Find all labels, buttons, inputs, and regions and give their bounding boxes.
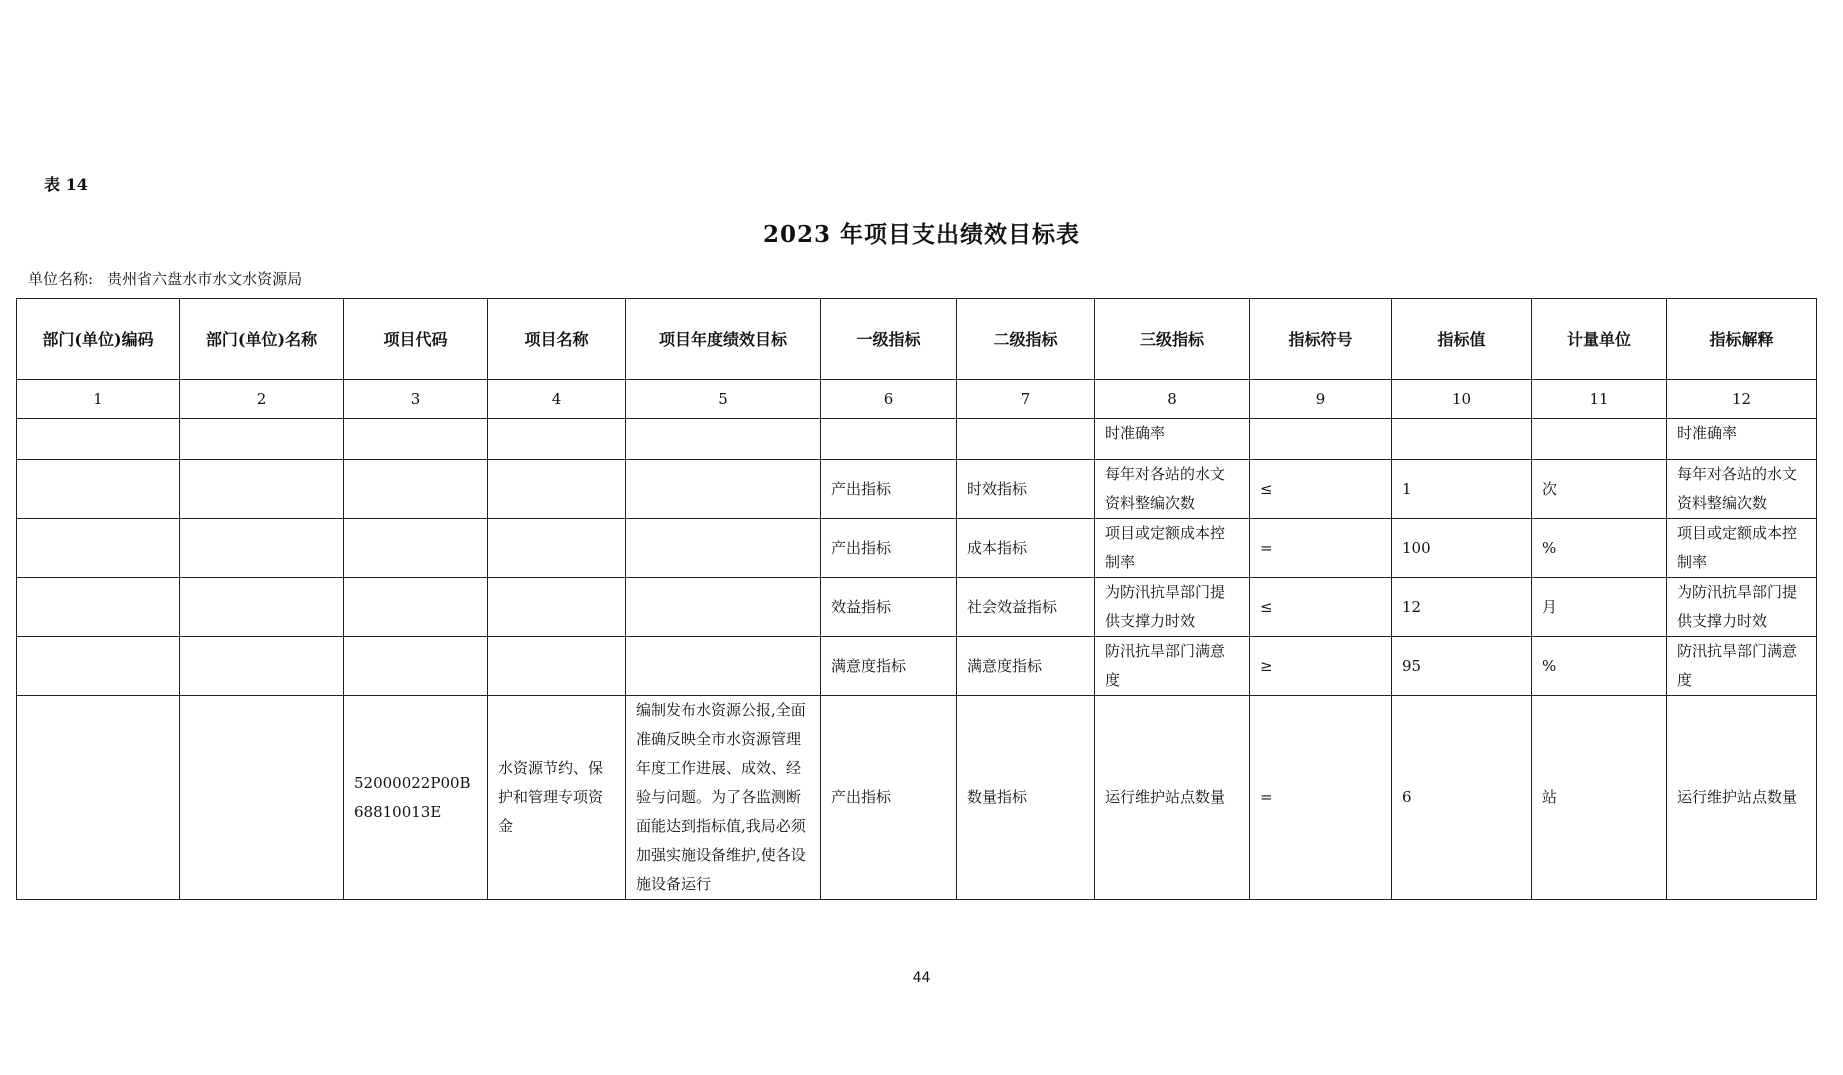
- column-number: 9: [1250, 380, 1392, 419]
- dept-name-cell: [180, 519, 344, 578]
- indicator-symbol-cell: [1250, 419, 1392, 460]
- indicator-explanation-cell: 项目或定额成本控制率: [1667, 519, 1817, 578]
- dept-name-cell: [180, 578, 344, 637]
- project-name-cell: [488, 419, 626, 460]
- column-number: 3: [344, 380, 488, 419]
- level3-indicator-cell: 防汛抗旱部门满意度: [1095, 637, 1250, 696]
- annual-target-cell: [626, 578, 821, 637]
- indicator-value-cell: 6: [1392, 696, 1532, 900]
- header-cell: 计量单位: [1532, 299, 1667, 380]
- annual-target-cell: [626, 419, 821, 460]
- indicator-symbol-cell: =: [1250, 519, 1392, 578]
- indicator-value-cell: 1: [1392, 460, 1532, 519]
- column-number: 2: [180, 380, 344, 419]
- project-name-cell: [488, 637, 626, 696]
- project-name-cell: 水资源节约、保护和管理专项资金: [488, 696, 626, 900]
- measure-unit-cell: 月: [1532, 578, 1667, 637]
- dept-name-cell: [180, 696, 344, 900]
- project-code-cell: [344, 578, 488, 637]
- table-row: [17, 637, 1817, 696]
- column-number: 11: [1532, 380, 1667, 419]
- header-cell: 二级指标: [957, 299, 1095, 380]
- document-title: 2023 年项目支出绩效目标表: [762, 221, 1081, 248]
- column-number: 12: [1667, 380, 1817, 419]
- annual-target-cell: [626, 637, 821, 696]
- dept-name-cell: [180, 460, 344, 519]
- level3-indicator-cell: 项目或定额成本控制率: [1095, 519, 1250, 578]
- level1-indicator-cell: 产出指标: [821, 460, 957, 519]
- column-number: 1: [17, 380, 180, 419]
- column-number: 8: [1095, 380, 1250, 419]
- indicator-symbol-cell: ≥: [1250, 637, 1392, 696]
- column-number: 5: [626, 380, 821, 419]
- header-cell: 部门(单位)名称: [180, 299, 344, 380]
- column-number: 6: [821, 380, 957, 419]
- table-row: [17, 696, 1817, 900]
- column-number: 7: [957, 380, 1095, 419]
- level1-indicator-cell: [821, 419, 957, 460]
- unit-name: 贵州省六盘水市水文水资源局: [107, 270, 303, 288]
- indicator-explanation-cell: 每年对各站的水文资料整编次数: [1667, 460, 1817, 519]
- indicator-explanation-cell: 时准确率: [1667, 419, 1817, 460]
- header-cell: 指标值: [1392, 299, 1532, 380]
- dept-code-cell: [17, 460, 180, 519]
- table-number: 表 14: [44, 175, 88, 194]
- indicator-symbol-cell: ≤: [1250, 460, 1392, 519]
- level1-indicator-cell: 产出指标: [821, 519, 957, 578]
- header-cell: 项目代码: [344, 299, 488, 380]
- level2-indicator-cell: 时效指标: [957, 460, 1095, 519]
- header-cell: 指标符号: [1250, 299, 1392, 380]
- indicator-symbol-cell: ≤: [1250, 578, 1392, 637]
- header-cell: 项目年度绩效目标: [626, 299, 821, 380]
- level3-indicator-cell: 时准确率: [1095, 419, 1250, 460]
- table-row: [17, 460, 1817, 519]
- measure-unit-cell: 站: [1532, 696, 1667, 900]
- header-cell: 部门(单位)编码: [17, 299, 180, 380]
- dept-code-cell: [17, 519, 180, 578]
- project-name-cell: [488, 460, 626, 519]
- project-code-cell: 52000022P00B68810013E: [344, 696, 488, 900]
- level1-indicator-cell: 满意度指标: [821, 637, 957, 696]
- level2-indicator-cell: 社会效益指标: [957, 578, 1095, 637]
- unit-label: 单位名称:: [28, 270, 94, 288]
- table-row: [17, 419, 1817, 460]
- dept-code-cell: [17, 696, 180, 900]
- level1-indicator-cell: 效益指标: [821, 578, 957, 637]
- measure-unit-cell: %: [1532, 519, 1667, 578]
- performance-target-table: [16, 298, 1817, 900]
- level3-indicator-cell: 为防汛抗旱部门提供支撑力时效: [1095, 578, 1250, 637]
- project-code-cell: [344, 637, 488, 696]
- level3-indicator-cell: 每年对各站的水文资料整编次数: [1095, 460, 1250, 519]
- indicator-explanation-cell: 运行维护站点数量: [1667, 696, 1817, 900]
- dept-name-cell: [180, 637, 344, 696]
- annual-target-cell: [626, 519, 821, 578]
- level3-indicator-cell: 运行维护站点数量: [1095, 696, 1250, 900]
- column-number: 10: [1392, 380, 1532, 419]
- indicator-value-cell: 12: [1392, 578, 1532, 637]
- measure-unit-cell: [1532, 419, 1667, 460]
- column-number: 4: [488, 380, 626, 419]
- measure-unit-cell: 次: [1532, 460, 1667, 519]
- table-row: [17, 519, 1817, 578]
- project-code-cell: [344, 460, 488, 519]
- indicator-value-cell: [1392, 419, 1532, 460]
- level2-indicator-cell: 数量指标: [957, 696, 1095, 900]
- header-cell: 项目名称: [488, 299, 626, 380]
- dept-code-cell: [17, 419, 180, 460]
- column-number-row: [17, 380, 1817, 419]
- indicator-value-cell: 100: [1392, 519, 1532, 578]
- table-row: [17, 578, 1817, 637]
- header-row: [17, 299, 1817, 380]
- unit-line: [28, 268, 302, 289]
- project-name-cell: [488, 578, 626, 637]
- header-cell: 一级指标: [821, 299, 957, 380]
- annual-target-cell: [626, 460, 821, 519]
- indicator-value-cell: 95: [1392, 637, 1532, 696]
- project-code-cell: [344, 419, 488, 460]
- dept-code-cell: [17, 637, 180, 696]
- header-cell: 三级指标: [1095, 299, 1250, 380]
- level1-indicator-cell: 产出指标: [821, 696, 957, 900]
- level2-indicator-cell: 成本指标: [957, 519, 1095, 578]
- page-number: 44: [912, 970, 931, 986]
- indicator-explanation-cell: 防汛抗旱部门满意度: [1667, 637, 1817, 696]
- header-cell: 指标解释: [1667, 299, 1817, 380]
- annual-target-cell: 编制发布水资源公报,全面准确反映全市水资源管理年度工作进展、成效、经验与问题。为了各监测断面能达到指标值,我局必须加强实施设备维护,使各设施设备运行: [626, 696, 821, 900]
- indicator-symbol-cell: =: [1250, 696, 1392, 900]
- project-code-cell: [344, 519, 488, 578]
- indicator-explanation-cell: 为防汛抗旱部门提供支撑力时效: [1667, 578, 1817, 637]
- measure-unit-cell: %: [1532, 637, 1667, 696]
- dept-name-cell: [180, 419, 344, 460]
- project-name-cell: [488, 519, 626, 578]
- level2-indicator-cell: [957, 419, 1095, 460]
- level2-indicator-cell: 满意度指标: [957, 637, 1095, 696]
- dept-code-cell: [17, 578, 180, 637]
